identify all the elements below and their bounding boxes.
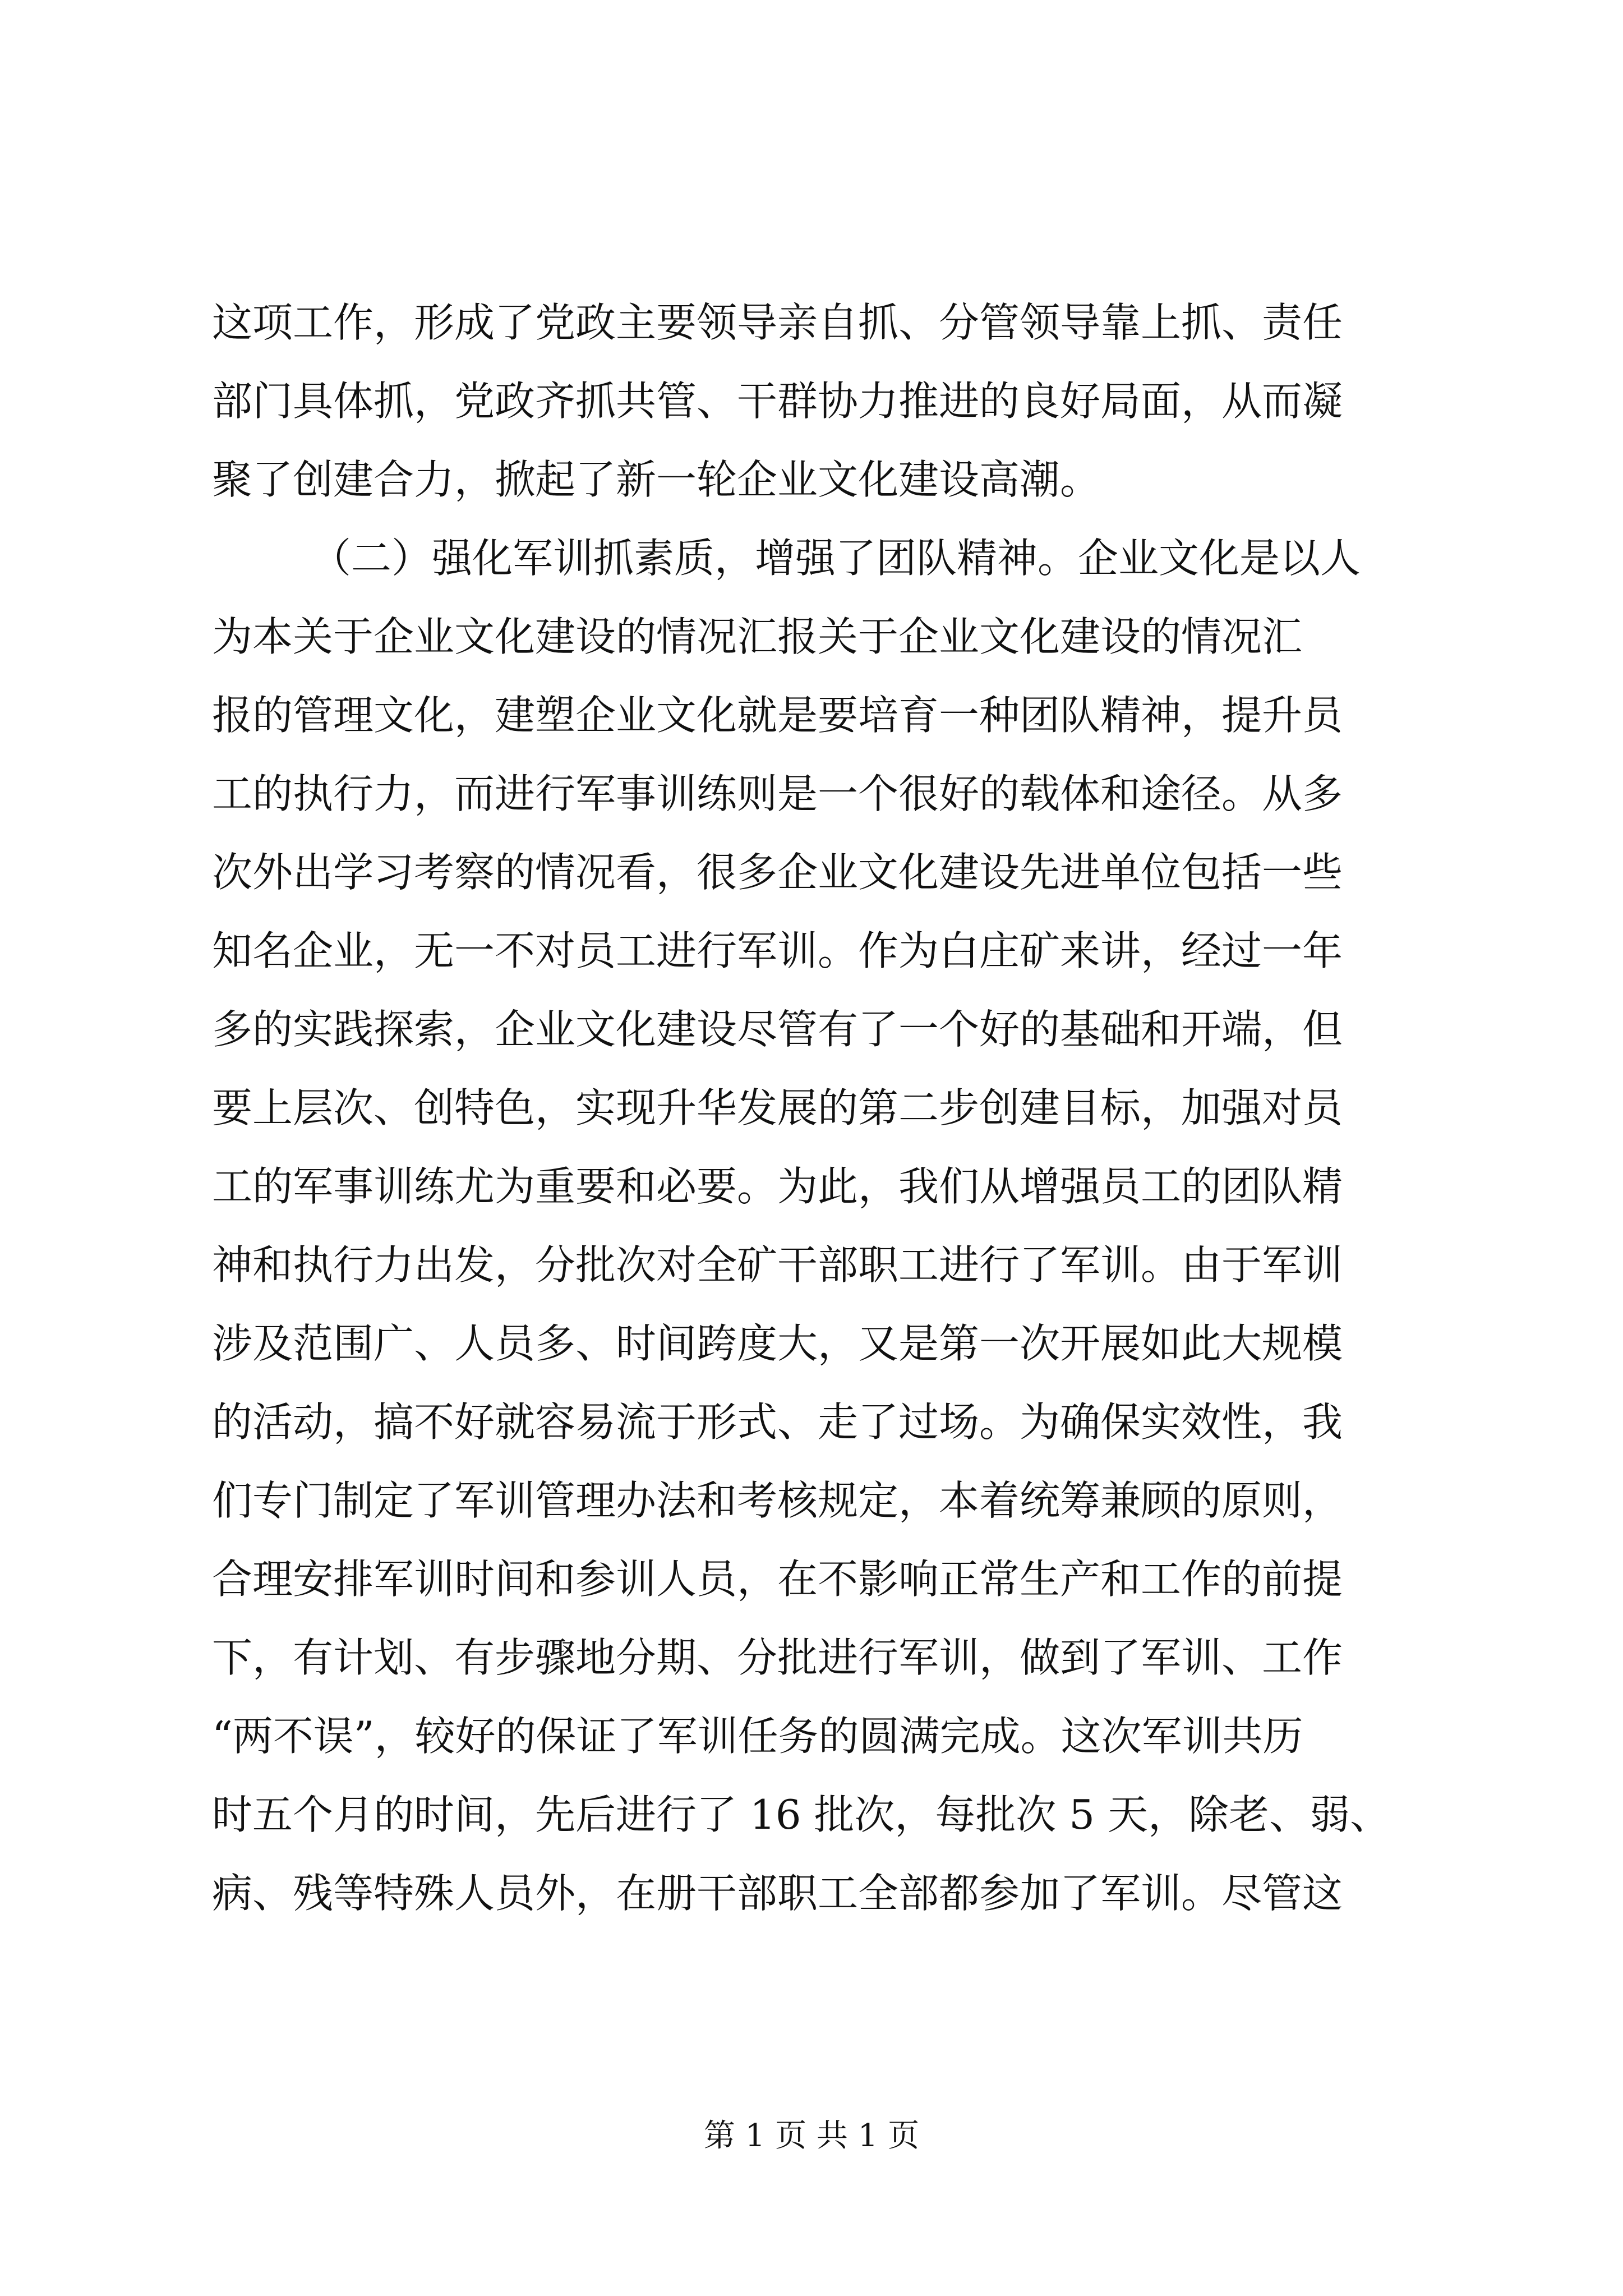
text-line: 为本关于企业文化建设的情况汇报关于企业文化建设的情况汇 xyxy=(212,613,1303,660)
text-line: 次外出学习考察的情况看，很多企业文化建设先进单位包括一些 xyxy=(212,849,1343,896)
text-line: 涉及范围广、人员多、时间跨度大，又是第一次开展如此大规模 xyxy=(212,1320,1343,1367)
text-line: 的活动，搞不好就容易流于形式、走了过场。为确保实效性，我 xyxy=(212,1398,1343,1446)
text-line: 工的执行力，而进行军事训练则是一个很好的载体和途径。从多 xyxy=(212,770,1343,817)
body-text xyxy=(212,283,1423,1932)
text-line: 聚了创建合力，掀起了新一轮企业文化建设高潮。 xyxy=(212,456,1101,503)
text-line: 下，有计划、有步骤地分期、分批进行军训，做到了军训、工作 xyxy=(212,1634,1343,1681)
page-footer xyxy=(0,2114,1623,2159)
text-line: 时五个月的时间，先后进行了 16 批次，每批次 5 天，除老、弱、 xyxy=(212,1791,1390,1838)
text-line: 部门具体抓，党政齐抓共管、干群协力推进的良好局面，从而凝 xyxy=(212,378,1343,425)
text-line: 工的军事训练尤为重要和必要。为此，我们从增强员工的团队精 xyxy=(212,1163,1343,1210)
text-line: 要上层次、创特色，实现升华发展的第二步创建目标，加强对员 xyxy=(212,1084,1343,1131)
paragraph-start-line: （二）强化军训抓素质，增强了团队精神。企业文化是以人 xyxy=(311,535,1361,582)
text-line: 报的管理文化，建塑企业文化就是要培育一种团队精神，提升员 xyxy=(212,692,1343,739)
text-line: 病、残等特殊人员外，在册干部职工全部都参加了军训。尽管这 xyxy=(212,1870,1343,1917)
text-line: “两不误”，较好的保证了军训任务的圆满完成。这次军训共历 xyxy=(212,1713,1303,1760)
text-line: 知名企业，无一不对员工进行军训。作为白庄矿来讲，经过一年 xyxy=(212,927,1343,974)
text-line: 多的实践探索，企业文化建设尽管有了一个好的基础和开端，但 xyxy=(212,1006,1343,1053)
page-number-label: 第 1 页 共 1 页 xyxy=(703,2118,920,2154)
text-line: 们专门制定了军训管理办法和考核规定，本着统筹兼顾的原则， xyxy=(212,1477,1343,1524)
text-line: 神和执行力出发，分批次对全矿干部职工进行了军训。由于军训 xyxy=(212,1241,1343,1289)
text-line: 合理安排军训时间和参训人员，在不影响正常生产和工作的前提 xyxy=(212,1556,1343,1603)
text-line: 这项工作，形成了党政主要领导亲自抓、分管领导靠上抓、责任 xyxy=(212,299,1343,346)
